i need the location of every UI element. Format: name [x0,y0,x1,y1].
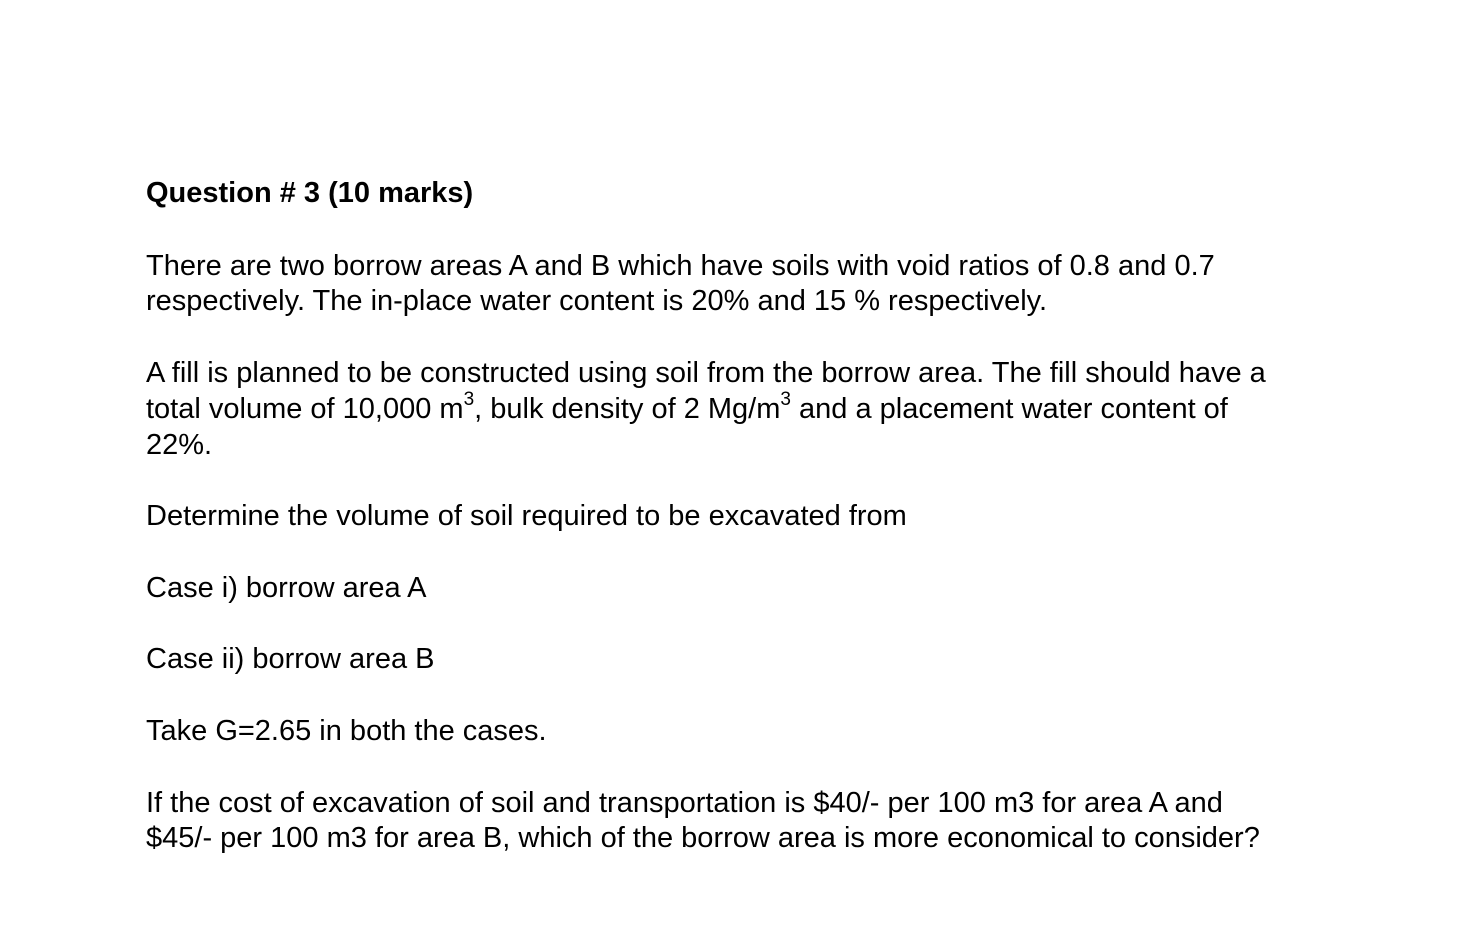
paragraph-1-line-2: respectively. The in-place water content is 20% and 15 % respectively. [146,285,1048,317]
paragraph-2-line-2 [146,391,1228,427]
case-2: Case ii) borrow area B [146,643,435,675]
cost-line-2: $45/- per 100 m3 for area B, which of the borrow area is more economical to consider? [146,822,1260,854]
paragraph-2-line-1: A fill is planned to be constructed using soil from the borrow area. The fill should have a [146,357,1266,389]
case-1: Case i) borrow area A [146,572,427,604]
density-unit-exponent: 3 [780,389,791,411]
question-title: Question # 3 (10 marks) [146,177,474,209]
paragraph-1-line-1: There are two borrow areas A and B which have soils with void ratios of 0.8 and 0.7 [146,250,1215,282]
specific-gravity-note: Take G=2.65 in both the cases. [146,715,547,747]
paragraph-2-line-3: 22%. [146,429,213,461]
determine-statement: Determine the volume of soil required to be excavated from [146,500,907,532]
density-text: , bulk density of 2 Mg/m [474,393,781,425]
volume-unit-exponent: 3 [463,389,475,411]
water-content-text: and a placement water content of [790,393,1228,425]
cost-line-1: If the cost of excavation of soil and transportation is $40/- per 100 m3 for area A and [146,787,1223,819]
volume-text: total volume of 10,000 m [146,393,464,425]
